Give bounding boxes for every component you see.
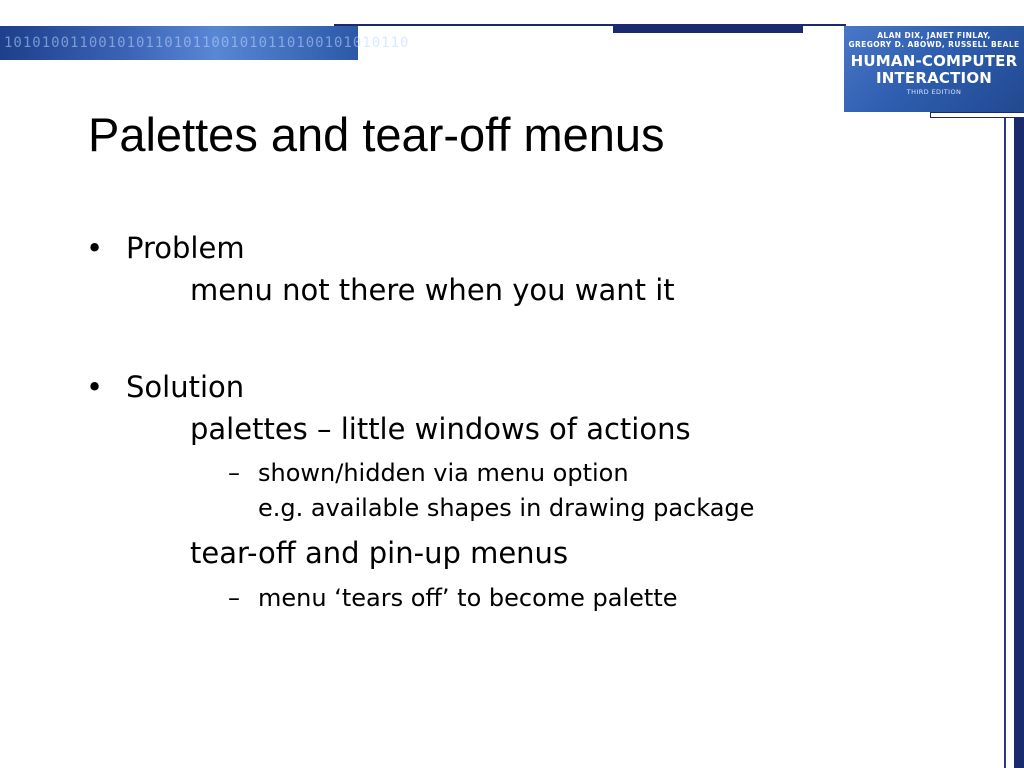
sub-bullet-marker: – <box>228 584 240 612</box>
book-title: HUMAN-COMPUTER INTERACTION <box>850 52 1018 87</box>
tearoff-subitem-line1: menu ‘tears off’ to become palette <box>258 584 678 612</box>
book-authors: ALAN DIX, JANET FINLAY, GREGORY D. ABOWD, RUSSELL BEALE <box>848 31 1020 49</box>
sub-bullet-marker: – <box>228 459 240 487</box>
solution-item-palettes: palettes – little windows of actions <box>190 412 691 446</box>
palettes-subitem-line2: e.g. available shapes in drawing package <box>258 494 755 522</box>
binary-pattern: 1010100110010101101011001010110100101010110 <box>4 35 410 51</box>
slide-title: Palettes and tear-off menus <box>88 108 665 161</box>
right-edge-rule <box>1014 118 1024 768</box>
bullet-marker: • <box>86 231 104 265</box>
problem-detail: menu not there when you want it <box>190 273 675 307</box>
right-edge-rule-inner <box>1004 118 1006 768</box>
bullet-heading-problem: Problem <box>126 231 245 265</box>
book-edition: THIRD EDITION <box>906 88 962 96</box>
bullet-marker: • <box>86 370 104 404</box>
palettes-subitem-line1: shown/hidden via menu option <box>258 459 629 487</box>
bullet-heading-solution: Solution <box>126 370 245 404</box>
solution-item-tearoff: tear-off and pin-up menus <box>190 536 569 570</box>
